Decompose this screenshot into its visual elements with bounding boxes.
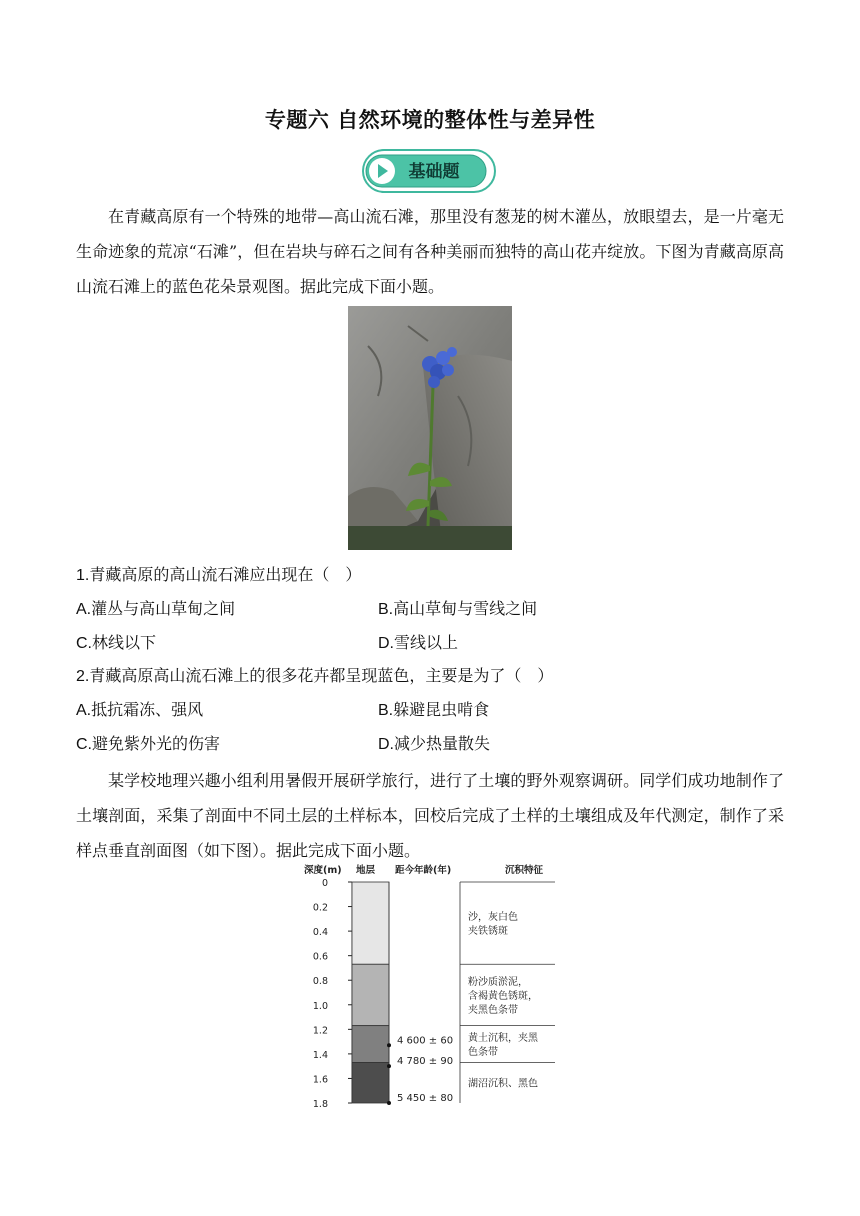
depth-tick-label: 0.4 <box>312 927 328 939</box>
layer-feature-text: 色条带 <box>468 1047 498 1059</box>
layer-feature-text: 黄土沉积，夹黑 <box>468 1033 538 1045</box>
section-badge-label: 基础题 <box>408 162 460 182</box>
age-sample-point <box>387 1064 391 1068</box>
question-2-option-c: C.避免紫外光的伤害 <box>76 736 221 753</box>
badge-shape <box>362 147 496 195</box>
soil-layer <box>352 882 389 964</box>
page-title: 专题六 自然环境的整体性与差异性 <box>264 108 596 132</box>
soil-layer <box>352 1026 389 1063</box>
intro-paragraph-1 <box>76 199 784 304</box>
question-2-option-a: A.抵抗霜冻、强风 <box>76 702 204 719</box>
layer-feature-text: 沙，灰白色 <box>468 912 518 924</box>
depth-tick-label: 1.4 <box>312 1049 328 1061</box>
figure-header: 沉积特征 <box>505 865 544 876</box>
intro-text-2: 某学校地理兴趣小组利用暑假开展研学旅行，进行了土壤的野外观察调研。同学们成功地制作了土壤剖面，采集了剖面中不同土层的土样标本，回校后完成了土样的土壤组成及年代测定，制作了采样点垂直剖面图（如下图）。据此完成下面小题。 <box>76 771 784 860</box>
figure-header: 深度(m) <box>304 865 342 876</box>
question-1-stem: 1.青藏高原的高山流石滩应出现在（ ） <box>76 567 362 584</box>
depth-tick-label: 0.6 <box>312 951 328 963</box>
age-sample-point <box>387 1101 391 1105</box>
layer-feature-text: 夹铁锈斑 <box>468 926 508 938</box>
soil-profile-figure <box>300 858 562 1114</box>
layer-feature-text: 含褐黄色锈斑， <box>468 990 538 1002</box>
question-2-option-b: B.躲避昆虫啃食 <box>378 702 490 719</box>
figure-header: 距今年龄(年) <box>395 865 452 876</box>
flower-photo <box>348 306 512 550</box>
question-1-option-b: B.高山草甸与雪线之间 <box>378 601 538 618</box>
depth-tick-label: 1.6 <box>312 1074 328 1086</box>
question-2-option-d: D.减少热量散失 <box>378 736 491 753</box>
depth-tick-label: 1.8 <box>312 1099 328 1110</box>
soil-profile-diagram <box>300 858 562 1114</box>
question-1-option-a: A.灌丛与高山草甸之间 <box>76 601 236 618</box>
age-label: 4 780 ± 90 <box>397 1056 454 1068</box>
intro-text-1: 在青藏高原有一个特殊的地带—高山流石滩，那里没有葱茏的树木灌丛，放眼望去，是一片毫无生命迹象的荒凉“石滩”，但在岩块与碎石之间有各种美丽而独特的高山花卉绽放。下图为青藏高原高山流石滩上的蓝色花朵景观图。据此完成下面小题。 <box>76 207 784 296</box>
depth-tick-label: 0.8 <box>312 976 328 988</box>
age-sample-point <box>387 1043 391 1047</box>
question-1-option-d: D.雪线以上 <box>378 635 459 652</box>
age-label: 5 450 ± 80 <box>397 1093 454 1104</box>
question-1-option-c: C.林线以下 <box>76 635 157 652</box>
layer-feature-text: 粉沙质淤泥， <box>468 976 528 988</box>
depth-tick-label: 0 <box>321 878 328 889</box>
depth-tick-label: 0.2 <box>312 902 328 914</box>
soil-layer <box>352 964 389 1025</box>
layer-feature-text: 夹黑色条带 <box>468 1004 518 1016</box>
layer-feature-text: 湖沼沉积、黑色 <box>468 1078 538 1090</box>
intro-paragraph-2 <box>76 763 784 868</box>
soil-layer <box>352 1062 389 1103</box>
age-label: 4 600 ± 60 <box>397 1035 454 1047</box>
depth-tick-label: 1.2 <box>312 1025 328 1037</box>
section-badge <box>362 147 496 195</box>
question-2-stem: 2.青藏高原高山流石滩上的很多花卉都呈现蓝色，主要是为了（ ） <box>76 668 554 685</box>
figure-header: 地层 <box>356 865 376 876</box>
depth-tick-label: 1.0 <box>312 1000 328 1012</box>
